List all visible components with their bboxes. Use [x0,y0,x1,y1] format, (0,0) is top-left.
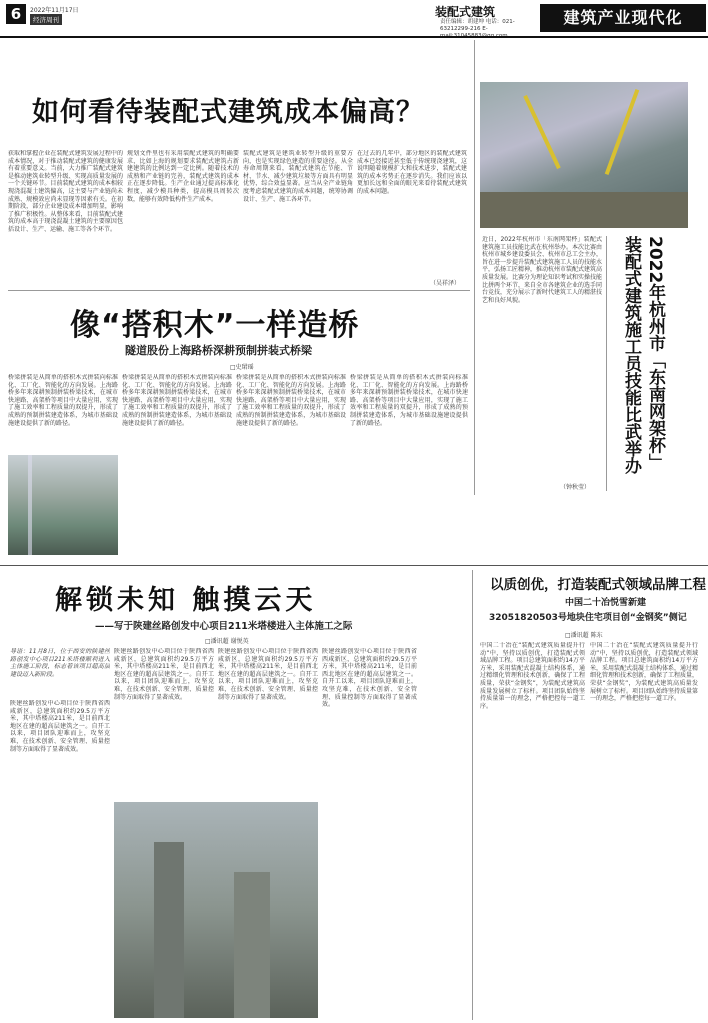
competition-photo [480,82,688,228]
article1-byline: （吴祥泽） [430,280,461,287]
divider [472,570,473,1020]
article2-subtitle: 隧道股份上海路桥深耕预制拼装式桥梁 [125,344,312,357]
article5-col1: 中国二十冶在“装配式建筑质量提升行动”中，坚持以质创优，打造装配式领域品牌工程。项目总建筑面积约14万平方米，采用装配式混凝土结构体系，通过精细化管理和技术创新，确保了工程质量，荣获“金钢奖”，为装配式建筑高质量发展树立了标杆。项目团队始终坚持质量第一的理念，严格把控每一道工序。 [480,642,585,710]
article2-col2: 桥梁拼装是从简单的搭积木式拼装向标准化、工厂化、智能化的方向发展。上海路桥多年来深耕预制拼装桥梁技术，在城市快速路、高架桥等项目中大量应用，实现了施工效率和工程质量的双提升，形成了成熟的预制拼装建造体系，为城市基础设施建设提供了新的路径。 [122,374,232,427]
article3-byline: （钟秋莹） [560,484,591,491]
article1-title: 如何看待装配式建筑成本偏高？ [32,97,424,128]
article1-col1: 获取和掌握企业在装配式建筑发展过程中的成本情况，对于推动装配式建筑的健康发展有着重要意义。当前，大力推广装配式建筑是推动建筑业转型升级、实现高质量发展的一个关键环节。目前装配式建筑的成本相较现浇混凝土建筑偏高，这主要与产业链尚未成熟、规模效应尚未显现等因素有关。在初期阶段，部分企业建设成本增加明显，影响了推广积极性。从整体来看，目前装配式建筑的成本高于现浇混凝土建筑的主要原因包括设计、生产、运输、施工等各个环节。 [8,150,123,233]
divider [474,40,475,495]
divider [8,290,470,291]
article4-intro: 导语：11月8日，位于西安的陕建丝路创发中心项目211米塔楼顺利进入主体施工阶段，标志着该项目超高层建设迈入新阶段。 [10,648,110,678]
article5-title: 以质创优，打造装配式领域品牌工程 [490,577,706,593]
article2-title: 像“搭积木”一样造桥 [70,308,360,343]
section-title: 装配式建筑 [435,5,496,19]
crane-shape [523,95,560,169]
article4-col3: 陕建丝路创发中心项目位于陕西省西咸新区，总建筑面积约29.5万平方米，其中塔楼高211米，是目前西北地区在建的超高层建筑之一。自开工以来，项目团队迎难而上，攻坚克难，在技术创新、安全管理、质量控制等方面取得了显著成效。 [218,648,318,701]
article4-title: 解锁未知 触摸云天 [55,585,317,616]
article4-subtitle: ——写于陕建丝路创发中心项目211米塔楼进入主体施工之际 [95,621,353,632]
tower-construction-photo [114,802,318,1018]
issue-date: 2022年11月17日 [30,7,79,14]
article2-col3: 桥梁拼装是从简单的搭积木式拼装向标准化、工厂化、智能化的方向发展。上海路桥多年来深耕预制拼装桥梁技术，在城市快速路、高架桥等项目中大量应用，实现了施工效率和工程质量的双提升，形成了成熟的预制拼装建造体系，为城市基础设施建设提供了新的路径。 [236,374,346,427]
section-rule [0,565,708,566]
crane-shape [605,89,640,175]
article3-body: 近日，2022年杭州市「东南网架杯」装配式建筑施工员技能比武在杭州举办。本次比赛由杭州市城乡建设委员会、杭州市总工会主办，旨在进一步提升装配式建筑施工人员的技能水平，弘扬工匠精神，推动杭州市装配式建筑高质量发展。比赛分为理论知识考试和实操技能比拼两个环节，来自全市各建筑企业的选手同台竞技，充分展示了新时代建筑工人的精湛技艺和良好风貌。 [482,236,602,304]
tower-shape [234,872,270,1018]
article2-col4: 桥梁拼装是从简单的搭积木式拼装向标准化、工厂化、智能化的方向发展。上海路桥多年来深耕预制拼装桥梁技术，在城市快速路、高架桥等项目中大量应用，实现了施工效率和工程质量的双提升，形成了成熟的预制拼装建造体系，为城市基础设施建设提供了新的路径。 [350,374,468,427]
article4-col1: 陕建丝路创发中心项目位于陕西省西咸新区，总建筑面积约29.5万平方米，其中塔楼高211米，是目前西北地区在建的超高层建筑之一。自开工以来，项目团队迎难而上，攻坚克难，在技术创新、安全管理、质量控制等方面取得了显著成效。 [10,700,110,753]
article1-col4: 在过去的几年中，部分地区的装配式建筑成本已经接近甚至低于传统现浇建筑，这说明随着规模扩大和技术进步，装配式建筑的成本劣势正在逐步消失。我们应该以更加长远和全面的眼光来看待装配式建筑的成本问题。 [357,150,467,195]
article4-col4: 陕建丝路创发中心项目位于陕西省西咸新区，总建筑面积约29.5万平方米，其中塔楼高211米，是目前西北地区在建的超高层建筑之一。自开工以来，项目团队迎难而上，攻坚克难，在技术创新、安全管理、质量控制等方面取得了显著成效。 [322,648,417,709]
article5-byline: □潘讯超 陈东 [565,632,603,639]
article5-subtitle2: 32051820503号地块住宅项目创“金钢奖”侧记 [489,613,687,623]
article2-byline: □史珺瑶 [230,364,254,371]
edition-tag: 经济周刊 [30,14,62,25]
article3-title-box [606,236,689,491]
bridge-photo-overlay [8,455,118,555]
article1-col3: 装配式建筑是建筑业转型升级的重要方向，也是实现绿色建造的重要途径。从全寿命周期来看，装配式建筑在节能、节材、节水、减少建筑垃圾等方面具有明显优势，综合效益显著。应当从全产业链角度考虑装配式建筑的成本问题，统筹协调设计、生产、施工各环节。 [243,150,353,203]
header-rule [0,36,708,38]
page-number: 6 [6,4,26,24]
tower-shape [154,842,184,1018]
article3-title: 2022年杭州市「东南网架杯」装配式建筑施工员技能比武举办 [621,236,665,474]
ground-shape [480,192,688,228]
article1-col2: 规划文件里也有采用装配式建筑的明确要求，比如上海的规划要求装配式建筑占新建建筑的比例达到一定比例。随着技术的成熟和产业链的完善，装配式建筑的成本正在逐步降低。生产企业通过提高标准化程度，减少模具种类，提高模具周转次数，能够有效降低构件生产成本。 [127,150,239,203]
article4-col2: 陕建丝路创发中心项目位于陕西省西咸新区，总建筑面积约29.5万平方米，其中塔楼高211米，是目前西北地区在建的超高层建筑之一。自开工以来，项目团队迎难而上，攻坚克难，在技术创新、安全管理、质量控制等方面取得了显著成效。 [114,648,214,701]
editor-contact: 责任编辑：胡建坤 电话：021-63212299-216 E- [440,19,515,32]
brand-banner: 建筑产业现代化 [540,4,706,32]
article5-subtitle: 中国二十冶悦雪新建 [565,598,647,608]
article5-col2: 中国二十冶在“装配式建筑质量提升行动”中，坚持以质创优，打造装配式领域品牌工程。项目总建筑面积约14万平方米，采用装配式混凝土结构体系，通过精细化管理和技术创新，确保了工程质量，荣获“金钢奖”，为装配式建筑高质量发展树立了标杆。项目团队始终坚持质量第一的理念，严格把控每一道工序。 [590,642,698,703]
article4-byline: □潘讯超 谢悦英 [205,638,249,645]
article2-col1: 桥梁拼装是从简单的搭积木式拼装向标准化、工厂化、智能化的方向发展。上海路桥多年来深耕预制拼装桥梁技术，在城市快速路、高架桥等项目中大量应用，实现了施工效率和工程质量的双提升，形成了成熟的预制拼装建造体系，为城市基础设施建设提供了新的路径。 [8,374,118,427]
